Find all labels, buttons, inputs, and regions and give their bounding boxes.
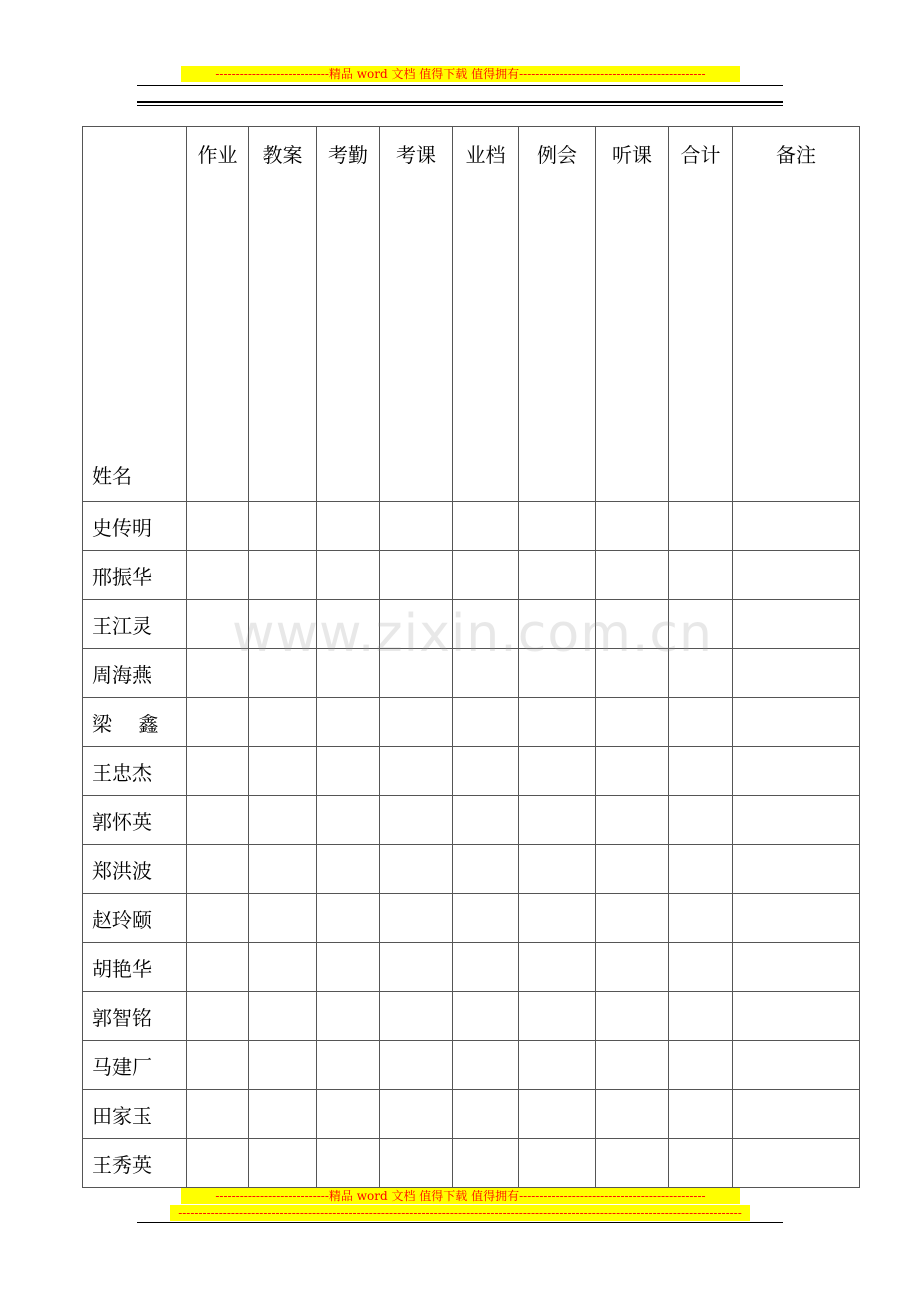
table-body — [83, 127, 860, 1188]
score-cell — [187, 943, 249, 992]
score-cell — [380, 649, 453, 698]
score-cell — [453, 894, 519, 943]
score-cell — [187, 698, 249, 747]
score-cell — [733, 649, 860, 698]
score-cell — [733, 551, 860, 600]
score-cell — [249, 1090, 317, 1139]
score-cell — [669, 894, 733, 943]
score-cell — [453, 1090, 519, 1139]
score-cell — [733, 796, 860, 845]
column-header-exam-lesson: 考课 — [380, 127, 453, 502]
column-header-meeting: 例会 — [519, 127, 596, 502]
score-cell — [317, 649, 380, 698]
score-cell — [317, 1139, 380, 1188]
score-cell — [317, 698, 380, 747]
table-row — [83, 1139, 860, 1188]
score-cell — [669, 698, 733, 747]
score-cell — [249, 551, 317, 600]
score-cell — [187, 551, 249, 600]
table-row — [83, 698, 860, 747]
table-row — [83, 943, 860, 992]
footer-rule — [137, 1222, 783, 1223]
score-cell — [380, 943, 453, 992]
score-cell — [187, 649, 249, 698]
score-cell — [596, 992, 669, 1041]
header-double-rule-bottom — [137, 105, 783, 106]
score-cell — [187, 747, 249, 796]
score-cell — [317, 796, 380, 845]
score-cell — [669, 992, 733, 1041]
score-cell — [519, 502, 596, 551]
teacher-name-cell: 赵玲颐 — [83, 894, 187, 943]
score-cell — [187, 600, 249, 649]
score-cell — [249, 649, 317, 698]
score-cell — [669, 551, 733, 600]
score-cell — [669, 649, 733, 698]
teacher-name-cell: 马建厂 — [83, 1041, 187, 1090]
score-cell — [669, 1090, 733, 1139]
score-cell — [453, 992, 519, 1041]
score-cell — [249, 894, 317, 943]
column-header-class-observation: 听课 — [596, 127, 669, 502]
footer-dash-banner: ------------------------------------------------------------------------------------------------------------------------------------------- — [170, 1205, 750, 1221]
table-row — [83, 551, 860, 600]
teacher-name-cell: 周海燕 — [83, 649, 187, 698]
teacher-name-cell: 王秀英 — [83, 1139, 187, 1188]
teacher-name-cell: 王江灵 — [83, 600, 187, 649]
score-cell — [519, 1139, 596, 1188]
score-cell — [519, 796, 596, 845]
column-header-attendance: 考勤 — [317, 127, 380, 502]
table-row — [83, 502, 860, 551]
score-cell — [317, 1090, 380, 1139]
score-cell — [317, 551, 380, 600]
score-cell — [669, 502, 733, 551]
score-cell — [596, 845, 669, 894]
score-cell — [669, 796, 733, 845]
score-cell — [380, 600, 453, 649]
score-cell — [453, 747, 519, 796]
score-cell — [519, 747, 596, 796]
score-cell — [453, 796, 519, 845]
score-cell — [187, 1139, 249, 1188]
score-cell — [733, 747, 860, 796]
table-row — [83, 600, 860, 649]
score-cell — [380, 992, 453, 1041]
score-cell — [380, 1041, 453, 1090]
score-cell — [317, 894, 380, 943]
teacher-name-cell: 郭怀英 — [83, 796, 187, 845]
score-cell — [187, 894, 249, 943]
score-cell — [317, 747, 380, 796]
score-cell — [249, 1041, 317, 1090]
score-cell — [733, 1090, 860, 1139]
evaluation-table — [82, 126, 860, 1188]
score-cell — [317, 502, 380, 551]
score-cell — [596, 796, 669, 845]
score-cell — [380, 894, 453, 943]
score-cell — [596, 502, 669, 551]
score-cell — [380, 1139, 453, 1188]
score-cell — [453, 649, 519, 698]
score-cell — [733, 1139, 860, 1188]
score-cell — [596, 698, 669, 747]
score-cell — [453, 1041, 519, 1090]
score-cell — [519, 845, 596, 894]
score-cell — [669, 845, 733, 894]
score-cell — [249, 502, 317, 551]
score-cell — [187, 992, 249, 1041]
score-cell — [249, 600, 317, 649]
score-cell — [733, 845, 860, 894]
watermark: www.zixin.com.cn — [232, 604, 713, 664]
table-row — [83, 1041, 860, 1090]
score-cell — [733, 502, 860, 551]
score-cell — [519, 894, 596, 943]
score-cell — [380, 796, 453, 845]
score-cell — [519, 1090, 596, 1139]
score-cell — [733, 943, 860, 992]
score-cell — [249, 1139, 317, 1188]
table-row — [83, 992, 860, 1041]
score-cell — [249, 943, 317, 992]
table-row — [83, 1090, 860, 1139]
column-header-remarks: 备注 — [733, 127, 860, 502]
score-cell — [519, 943, 596, 992]
score-cell — [519, 1041, 596, 1090]
score-cell — [380, 551, 453, 600]
footer-banner: ----------------------------精品 word 文档 值得下载 值得拥有---------------------------------------------- — [181, 1188, 740, 1204]
table-row — [83, 649, 860, 698]
teacher-name-cell: 邢振华 — [83, 551, 187, 600]
score-cell — [249, 845, 317, 894]
column-header-business-file: 业档 — [453, 127, 519, 502]
score-cell — [596, 1139, 669, 1188]
score-cell — [187, 845, 249, 894]
score-cell — [453, 1139, 519, 1188]
score-cell — [596, 1041, 669, 1090]
score-cell — [519, 600, 596, 649]
table-row — [83, 894, 860, 943]
score-cell — [380, 698, 453, 747]
score-cell — [317, 1041, 380, 1090]
score-cell — [249, 698, 317, 747]
column-header-homework: 作业 — [187, 127, 249, 502]
column-header-total: 合计 — [669, 127, 733, 502]
score-cell — [249, 992, 317, 1041]
score-cell — [453, 600, 519, 649]
score-cell — [596, 943, 669, 992]
score-cell — [317, 845, 380, 894]
table-row — [83, 845, 860, 894]
score-cell — [596, 649, 669, 698]
score-cell — [519, 649, 596, 698]
score-cell — [733, 600, 860, 649]
score-cell — [187, 1041, 249, 1090]
score-cell — [596, 747, 669, 796]
header-banner: ----------------------------精品 word 文档 值得下载 值得拥有---------------------------------------------- — [181, 66, 740, 82]
table-row — [83, 747, 860, 796]
teacher-name-cell: 郭智铭 — [83, 992, 187, 1041]
teacher-name-cell: 胡艳华 — [83, 943, 187, 992]
score-cell — [669, 1139, 733, 1188]
header-rule — [137, 85, 783, 86]
score-cell — [453, 502, 519, 551]
score-cell — [519, 551, 596, 600]
score-cell — [380, 502, 453, 551]
score-cell — [519, 992, 596, 1041]
name-column-header: 姓名 — [83, 127, 187, 502]
score-cell — [453, 845, 519, 894]
score-cell — [596, 1090, 669, 1139]
table-row — [83, 796, 860, 845]
teacher-name-cell: 王忠杰 — [83, 747, 187, 796]
teacher-name-cell: 史传明 — [83, 502, 187, 551]
score-cell — [733, 894, 860, 943]
score-cell — [519, 698, 596, 747]
score-cell — [596, 894, 669, 943]
header-row — [83, 127, 860, 502]
score-cell — [187, 1090, 249, 1139]
score-cell — [733, 992, 860, 1041]
score-cell — [733, 1041, 860, 1090]
score-cell — [317, 943, 380, 992]
score-cell — [669, 747, 733, 796]
score-cell — [187, 502, 249, 551]
column-header-lesson-plan: 教案 — [249, 127, 317, 502]
score-cell — [669, 600, 733, 649]
score-cell — [596, 600, 669, 649]
score-cell — [249, 796, 317, 845]
header-double-rule-top — [137, 101, 783, 103]
score-cell — [187, 796, 249, 845]
score-cell — [249, 747, 317, 796]
score-cell — [380, 747, 453, 796]
score-cell — [669, 943, 733, 992]
teacher-name-cell: 田家玉 — [83, 1090, 187, 1139]
score-cell — [380, 845, 453, 894]
score-cell — [317, 992, 380, 1041]
score-cell — [453, 698, 519, 747]
score-cell — [453, 551, 519, 600]
teacher-name-cell: 郑洪波 — [83, 845, 187, 894]
score-cell — [380, 1090, 453, 1139]
score-cell — [596, 551, 669, 600]
score-cell — [453, 943, 519, 992]
score-cell — [733, 698, 860, 747]
score-cell — [317, 600, 380, 649]
teacher-name-cell: 梁 鑫 — [83, 698, 187, 747]
score-cell — [669, 1041, 733, 1090]
